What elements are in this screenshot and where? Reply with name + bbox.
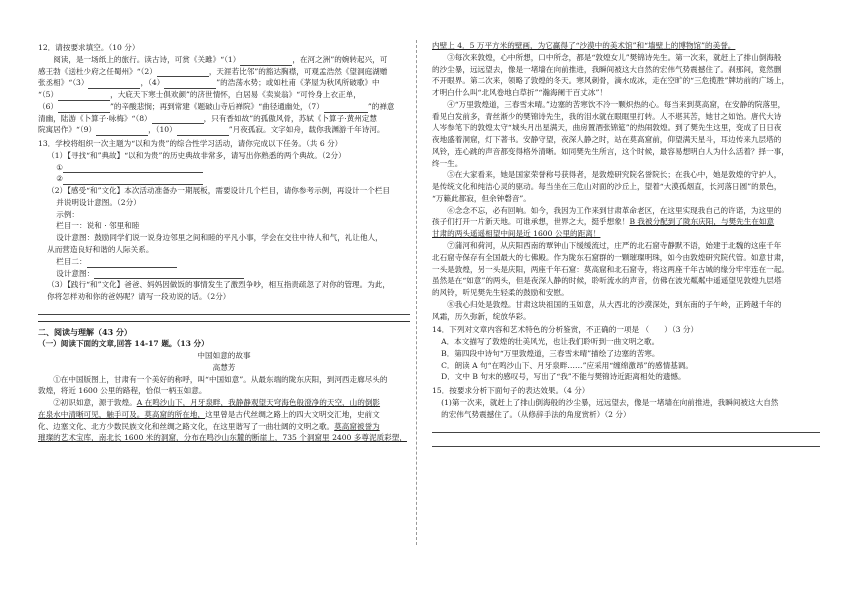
paragraph-text: 的风铃，听见樊先生轻柔的鼓励和安慰。 bbox=[432, 288, 569, 298]
q12-text: ”的浩荡水势；或如杜甫《茅屋为秋风所破歌》中 bbox=[216, 78, 380, 88]
answer-line[interactable] bbox=[432, 436, 820, 447]
q13-answer-line-2 bbox=[38, 173, 410, 185]
column2-line bbox=[38, 256, 410, 268]
answer-blank[interactable] bbox=[58, 91, 110, 101]
paragraph-text: ④“万里敦煌道，三春雪未晴。”边塞的苦寒饮不冷一颗炽热的心。每当来到莫高窟，在安静的院落里， bbox=[447, 99, 786, 109]
article-paragraph-7 bbox=[432, 240, 820, 299]
paragraph-text: ⑥念念不忘，必有回响。如今，我因为工作来到甘肃革命老区，在这里实现我自己的许诺，为这里的 bbox=[447, 205, 782, 215]
article-paragraph-5 bbox=[432, 169, 820, 204]
intent2-label: 设计意图： bbox=[56, 268, 95, 278]
q12-text: ，在河之洲”的婉转起兴，可 bbox=[292, 54, 388, 64]
answer-blank[interactable] bbox=[164, 79, 216, 89]
paragraph-text: 是传统文化和纯洁心灵的驱动。每当坐在三危山对面的沙丘上，望着“大漠孤烟直，长河落日圆”的景色， bbox=[432, 182, 782, 192]
q12-title: 12．请按要求填空。（10 分） bbox=[38, 43, 140, 52]
answer-blank[interactable] bbox=[63, 163, 203, 173]
paragraph-text: ⑧我心归处是敦煌。甘肃这块祖国的玉如意，从大西北的沙漠深处，到东南的子午岭，正跨越千年的 bbox=[447, 299, 782, 309]
paragraph-text: 的沙尘暴，远远望去，像是一堵墙在向前推进，我瞬间被这大自然的宏伟气势震撼住了。刹那间，竟然删 bbox=[432, 64, 782, 74]
paragraph-text: 夜地盛着洞窟，灯下著书。安静守望，夜深人静之时，站在莫高窟前，仰望满天星斗，耳边传来九层塔的 bbox=[432, 135, 782, 145]
answer-blank[interactable] bbox=[240, 56, 292, 66]
q12-text: ，（10） bbox=[148, 125, 177, 135]
q14-option-b[interactable]: B．第四段中诗句“万里敦煌道，三春雪未晴”描绘了边塞的苦寒。 bbox=[441, 348, 660, 358]
paragraph-text: ②初识如意，源于敦煌。 bbox=[53, 398, 137, 408]
q12-text: 院寓居作》“（9） bbox=[38, 125, 97, 135]
answer-blank[interactable] bbox=[63, 175, 203, 185]
q12-text: ，只有香如故”的孤傲风骨，苏轼《卜算子·黄州定慧 bbox=[203, 113, 377, 123]
example-intent1: 设计意图：鼓励同学们说一说身边邻里之间和睦的平凡小事，学会在交往中待人和气，礼让他人， bbox=[56, 233, 383, 243]
paragraph-text: 一头是敦煌，另一头是庆阳，两座千年石窟：莫高窟和北石窟寺，将这两座千年古城的缘分牢牢连在一起。 bbox=[432, 264, 789, 274]
q12-text: ，天涯若比邻”的豁达胸襟，可观孟浩然《望洞庭湖赠 bbox=[208, 66, 388, 76]
article-paragraph-3 bbox=[432, 52, 820, 99]
paragraph-text: 北石窟寺保存有全国最大的七佛殿。作为陇东石窟群的一颗璀璨明珠，如今由敦煌研究院代管。如意甘肃， bbox=[432, 252, 789, 262]
paragraph-text: 才明白什么叫“北风卷地白草折”“瀚海阑干百丈冰”！ bbox=[432, 88, 607, 98]
answer-blank[interactable] bbox=[152, 114, 204, 124]
answer-blank[interactable] bbox=[96, 126, 148, 136]
article-paragraph-8 bbox=[432, 299, 820, 323]
q12-text: “（5） bbox=[38, 90, 59, 100]
q15-part1: (1)第一次来，就赶上了排山倒海般的沙尘暴，远远望去，像是一堵墙在向前推进，我瞬间被这大自然 bbox=[441, 397, 779, 407]
q12-text: ，大庇天下寒士俱欢颜”的济世情怀，白居易《卖炭翁》“可怜身上衣正单， bbox=[110, 90, 361, 100]
circled-one: ① bbox=[56, 162, 64, 172]
q13-part2: （2）【感受“和”文化】本次活动准备办一期展板，需要设计几个栏目，请你参考示例，再设计一个栏目 bbox=[47, 186, 391, 196]
article-paragraph-4 bbox=[432, 99, 820, 170]
paragraph-text: 孩子们打开一片新天地。可谁承想，世界之大，挺乎想象！ bbox=[432, 217, 630, 227]
q12-text: ，（4） bbox=[140, 78, 165, 88]
q15-part1-cont: 的宏伟气势震撼住了。（从修辞手法的角度赏析）（2 分） bbox=[441, 409, 631, 419]
answer-blank[interactable] bbox=[88, 79, 140, 89]
article-paragraph-1 bbox=[38, 374, 410, 398]
section-2-subtitle: （一）阅读下面的文章,回答 14-17 题。（13 分） bbox=[38, 339, 209, 349]
q13-part3: （3）【践行“和”文化】爸爸、妈妈因做饭的事情发生了激烈争吵，相互指责疏忽了对你的管理。为此， bbox=[47, 280, 391, 290]
q13-part3-cont: 你将怎样劝和你的爸妈呢？请写一段劝说的话。（2分） bbox=[47, 292, 231, 302]
answer-blank[interactable] bbox=[177, 126, 229, 136]
underlined-text: 莫高窟被誉为 bbox=[334, 421, 380, 431]
q15-title: 15．按要求分析下面句子的表达效果。（4 分） bbox=[432, 386, 590, 396]
underlined-sentence-b: B 我被分配到了陇东庆阳，与樊先生在如意 bbox=[629, 217, 775, 227]
answer-blank[interactable] bbox=[324, 103, 368, 113]
paragraph-text: ③每次来敦煌，心中所想，口中所念，都是“敦煌女儿”樊锦诗先生。第一次来，就赶上了排山倒海般 bbox=[447, 52, 782, 62]
paragraph-text: 风霜，历久弥新，绽放华彩。 bbox=[432, 311, 531, 321]
article-continuation bbox=[432, 40, 820, 52]
q13-part2-cont: 并说明设计意图。（2分） bbox=[56, 197, 141, 207]
paragraph-text: 看见白发前多，青丝渐少的樊锦诗先生，我的泪水就在眼眶里打转。人不堪其苦，她甘之如饴。唐代大诗 bbox=[432, 111, 782, 121]
q12-text: ”的辛酸悲悯；再到常建《题破山寺后禅院》“曲径通幽处，（7） bbox=[110, 101, 324, 111]
q14-option-a[interactable]: A．本文描写了敦煌的壮美风光，也让我们聆听到一曲文明之歌。 bbox=[441, 337, 660, 347]
answer-line[interactable] bbox=[38, 304, 410, 315]
q12-text: （6） bbox=[38, 101, 59, 111]
paragraph-text: 虽然是在“如意”的两头，但是夜深人静的时候，聆听流水的声音，仿佛在波光粼粼中遥遥望见敦煌九层塔 bbox=[432, 276, 782, 286]
column2-label: 栏目二： bbox=[56, 256, 87, 266]
article-paragraph-2 bbox=[38, 397, 410, 444]
article-author: 高慧芳 bbox=[212, 362, 236, 372]
example-intent1-cont: 从而营造良好和谐的人际关系。 bbox=[47, 245, 154, 255]
q12-text: 阅读，是一场纸上的旅行。读古诗，可赏《关雎》“（1） bbox=[53, 54, 241, 64]
paragraph-text: 终一生。 bbox=[432, 158, 463, 168]
q12-text: ”月夜孤寂。文字如舟，载你我渊游千年诗河。 bbox=[228, 125, 385, 135]
q14-title: 14．下列对文章内容和艺术特色的分析鉴赏，不正确的一项是 （ ）（3 分） bbox=[432, 325, 699, 335]
underlined-sentence-a: A 在鸣沙山下，月牙泉畔，我静静观望天穹海色般澄净的天空，山的倒影 bbox=[136, 398, 381, 408]
answer-blank[interactable] bbox=[58, 103, 110, 113]
paragraph-text: 敦煌，将近 1600 公里的路程，恰似一柄玉如意。 bbox=[38, 386, 207, 396]
paragraph-text: ⑦蒲河和荷河，从庆阳西南的覃钟山下缓缓流过，庄严的北石窟寺静默不语，始建于北魏的这座千年 bbox=[447, 241, 782, 251]
answer-blank[interactable] bbox=[94, 269, 244, 279]
section-2-title: 二、阅读与理解（43 分） bbox=[38, 326, 132, 337]
q14-option-c[interactable]: C．朗读 A 句“在鸣沙山下、月牙泉畔……”应采用“缠绵激昂”的感情基调。 bbox=[441, 360, 693, 370]
underlined-sentence-a: 在泉水中清晰可见，触手可及。莫高窟的所在地， bbox=[38, 409, 206, 419]
q12-text: ”的禅意 bbox=[367, 101, 395, 111]
paragraph-text: 风铃，连心跳的声音都变得格外清晰。如同樊先生所言，这个时候，最容易想明白人为什么活着？择一事， bbox=[432, 146, 789, 156]
paragraph-text: 这里曾是古代丝绸之路上的四大文明交汇地，史前文 bbox=[205, 409, 380, 419]
article-paragraph-6 bbox=[432, 205, 820, 240]
q13-part1: （1）【寻找“和”典故】“以和为贵”的历史典故非常多，请写出你熟悉的两个典故。（2分） bbox=[47, 150, 346, 160]
q12-body bbox=[38, 54, 410, 136]
q14-option-d[interactable]: D．文中 B 句末的感叹号，写出了“我”不能与樊锦诗近距离相处的遗憾。 bbox=[441, 372, 686, 382]
q12-text: 感王勃《送杜少府之任蜀州》“（2） bbox=[38, 66, 157, 76]
answer-blank[interactable] bbox=[157, 67, 209, 77]
q12-text: 清幽，陆游《卜算子·咏梅》“（8） bbox=[38, 113, 152, 123]
paragraph-text: 人岑参笔下的敦煌太守“城头月出星满天，曲房置酒张锦筵”的热闹敦煌。到了樊先生这里，变成了日日夜 bbox=[432, 123, 782, 133]
paragraph-text: “万籁此都寂，但余钟磬音”。 bbox=[432, 193, 531, 203]
left-column bbox=[0, 0, 420, 595]
paragraph-text: ①在中国版图上，甘肃有一个美好的称呼，叫“中国如意”。从最东端的陇东庆阳，到河西走廊尽头的 bbox=[53, 374, 388, 384]
answer-line[interactable] bbox=[432, 422, 820, 433]
paragraph-text: 不开眼界。第二次来，领略了敦煌的冬天。寒风刺骨，滴水成冰，走在空旷的“三危揽胜”牌坊前的广场上， bbox=[432, 76, 790, 86]
intent2-line bbox=[38, 268, 410, 280]
right-column bbox=[420, 0, 860, 595]
underlined-sentence-b: 甘肃的两头遥遥相望中间是近 1600 公里的距离！ bbox=[432, 229, 601, 239]
example-label: 示例： bbox=[56, 209, 80, 219]
underlined-text: 内壁上 4．5 万平方米的壁画，为它赢得了“沙漠中的美术馆”和“墙壁上的博物馆”的美誉。 bbox=[432, 41, 736, 50]
q13-answer-line-1 bbox=[38, 162, 410, 174]
underlined-text: 璀璨的艺术宝库，南北长 1600 米的洞窟，分布在鸣沙山东麓的断崖上，735 个洞窟里 2400 多尊泥质彩塑， bbox=[38, 433, 407, 443]
circled-two: ② bbox=[56, 174, 64, 184]
paragraph-text: ⑤在大家看来，她是国家荣誉称号获得者，是敦煌研究院名誉院长；在我心中，她是敦煌的守护人， bbox=[447, 170, 782, 180]
section-rule bbox=[38, 321, 410, 322]
example-column1: 栏目一：说和 · 邻里和睦 bbox=[56, 221, 140, 231]
answer-blank[interactable] bbox=[87, 258, 177, 268]
paragraph-text: 化、边塞文化、北方少数民族文化和丝绸之路文化，在这里谐写了一曲壮阔的文明之歌。 bbox=[38, 421, 335, 431]
q12-text: 张丞相》“（3） bbox=[38, 78, 89, 88]
q13-title: 13．学校将组织一次主题为“以和为贵”的综合性学习活动，请你完成以下任务。（共 6 分） bbox=[38, 139, 343, 149]
article-title: 中国如意的故事 bbox=[197, 351, 251, 360]
